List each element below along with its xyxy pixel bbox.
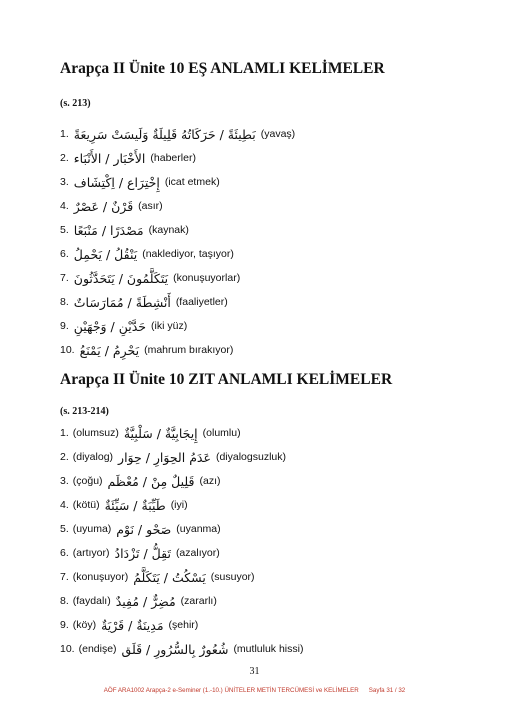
turkish-meaning-left: (olumsuz): [72, 427, 119, 439]
arabic-words: تَقِلُّ / تَزْدَادُ: [114, 545, 171, 561]
turkish-meaning-right: (olumlu): [202, 427, 241, 439]
page-reference: (s. 213-214): [60, 406, 109, 417]
arabic-words: يَتَكَلَّمُونَ / يَتَحَدَّثُونَ: [73, 270, 169, 286]
section-title-antonyms: Arapça II Ünite 10 ZIT ANLAMLI KELİMELER: [60, 371, 393, 388]
list-item: [60, 220, 191, 240]
arabic-words: طَيِّبَةٌ / سَيِّئَةٌ: [104, 497, 166, 513]
list-item: [60, 148, 198, 168]
arabic-words: صَحْو / نَوْم: [116, 521, 172, 537]
item-number: 5.: [60, 523, 69, 535]
item-number: 10.: [60, 344, 75, 356]
turkish-meaning-right: (mutluluk hissi): [233, 643, 304, 655]
turkish-meaning: (konuşuyorlar): [173, 272, 241, 284]
item-number: 1.: [60, 427, 69, 439]
list-item: [60, 615, 200, 635]
list-item: [60, 639, 305, 659]
turkish-meaning: (asır): [138, 200, 163, 212]
turkish-meaning-left: (konuşuyor): [72, 571, 129, 583]
arabic-words: قَلِيلٌ مِنْ / مُعْظَم: [107, 473, 195, 489]
footer-page-count: Sayfa 31 / 32: [368, 687, 406, 694]
turkish-meaning: (mahrum bırakıyor): [144, 344, 234, 356]
turkish-meaning: (iki yüz): [151, 320, 188, 332]
list-item: [60, 423, 243, 443]
turkish-meaning: (yavaş): [260, 128, 296, 140]
item-number: 3.: [60, 176, 69, 188]
list-item: [60, 495, 190, 515]
list-item: [60, 292, 230, 312]
item-number: 3.: [60, 475, 69, 487]
turkish-meaning: (haberler): [150, 152, 196, 164]
item-number: 2.: [60, 451, 69, 463]
turkish-meaning-left: (artıyor): [72, 547, 110, 559]
item-number: 6.: [60, 547, 69, 559]
turkish-meaning-left: (faydalı): [72, 595, 111, 607]
arabic-words: إِيجَابِيَّةٌ / سَلْبِيَّةٌ: [123, 425, 198, 441]
turkish-meaning-right: (iyi): [170, 499, 188, 511]
item-number: 6.: [60, 248, 69, 260]
page-footer: [0, 687, 509, 694]
arabic-words: يَحْرِمُ / يَمْنَعُ: [79, 342, 140, 358]
item-number: 4.: [60, 200, 69, 212]
arabic-words: بَطِيئَةً / حَرَكَاتُهُ قَلِيلَةٌ وَلَيسَتْ سَرِيعَةً: [73, 126, 256, 142]
page-reference: (s. 213): [60, 98, 91, 109]
item-number: 5.: [60, 224, 69, 236]
turkish-meaning-right: (susuyor): [210, 571, 255, 583]
page-number: 31: [249, 666, 260, 677]
arabic-words: حَدَّيْنِ / وَجْهَيْنِ: [73, 318, 147, 334]
item-number: 4.: [60, 499, 69, 511]
list-item: [60, 316, 189, 336]
arabic-words: يَسْكُتُ / يَتَكَلَّمُ: [133, 569, 206, 585]
section-title-synonyms: Arapça II Ünite 10 EŞ ANLAMLI KELİMELER: [60, 60, 385, 77]
turkish-meaning: (icat etmek): [164, 176, 220, 188]
list-item: [60, 196, 165, 216]
arabic-words: شُعُورٌ بِالسُّرُورِ / قَلَق: [121, 641, 229, 657]
turkish-meaning-left: (endişe): [78, 643, 117, 655]
turkish-meaning-right: (şehir): [168, 619, 199, 631]
arabic-words: مَصْدَرًا / مَنْبَعًا: [73, 222, 144, 238]
turkish-meaning-right: (azı): [199, 475, 221, 487]
turkish-meaning-left: (kötü): [72, 499, 100, 511]
turkish-meaning-left: (köy): [72, 619, 97, 631]
item-number: 9.: [60, 619, 69, 631]
item-number: 2.: [60, 152, 69, 164]
list-item: [60, 124, 297, 144]
item-number: 1.: [60, 128, 69, 140]
turkish-meaning-left: (diyalog): [72, 451, 114, 463]
list-item: [60, 567, 257, 587]
footer-text: AÖF ARA1002 Arapça-2 e-Seminer (1.-10.) ÜNİTELER METİN TERCÜMESİ ve KELİMELER: [103, 687, 359, 694]
list-item: [60, 543, 222, 563]
arabic-words: يَنْقُلُ / يَحْمِلُ: [73, 246, 138, 262]
turkish-meaning-right: (uyanma): [176, 523, 221, 535]
arabic-words: عَدَمُ الحِوَارِ / حِوَار: [118, 449, 211, 465]
list-item: [60, 447, 288, 467]
list-item: [60, 172, 222, 192]
arabic-words: قَرْنٌ / عَصْرٌ: [73, 198, 134, 214]
arabic-words: الأَخْبَار / الأَنْبَاء: [73, 150, 146, 166]
list-item: [60, 244, 236, 264]
arabic-words: مَدِينَةٌ / قَرْيَةٌ: [101, 617, 164, 633]
arabic-words: أَنْشِطَةً / مُمَارَسَاتٌ: [73, 294, 171, 310]
turkish-meaning: (faaliyetler): [175, 296, 228, 308]
turkish-meaning-left: (çoğu): [72, 475, 103, 487]
arabic-words: إِخْتِرَاع / اِكْتِشَاف: [73, 174, 160, 190]
list-item: [60, 268, 242, 288]
item-number: 7.: [60, 571, 69, 583]
list-item: [60, 471, 223, 491]
item-number: 7.: [60, 272, 69, 284]
turkish-meaning: (kaynak): [148, 224, 189, 236]
item-number: 8.: [60, 595, 69, 607]
turkish-meaning: (naklediyor, taşıyor): [142, 248, 234, 260]
turkish-meaning-right: (zararlı): [180, 595, 217, 607]
turkish-meaning-left: (uyuma): [72, 523, 112, 535]
turkish-meaning-right: (azalıyor): [175, 547, 220, 559]
turkish-meaning-right: (diyalogsuzluk): [215, 451, 286, 463]
arabic-words: مُضِرٌّ / مُفِيدٌ: [115, 593, 176, 609]
item-number: 9.: [60, 320, 69, 332]
item-number: 10.: [60, 643, 75, 655]
list-item: [60, 340, 235, 360]
list-item: [60, 519, 223, 539]
list-item: [60, 591, 219, 611]
item-number: 8.: [60, 296, 69, 308]
